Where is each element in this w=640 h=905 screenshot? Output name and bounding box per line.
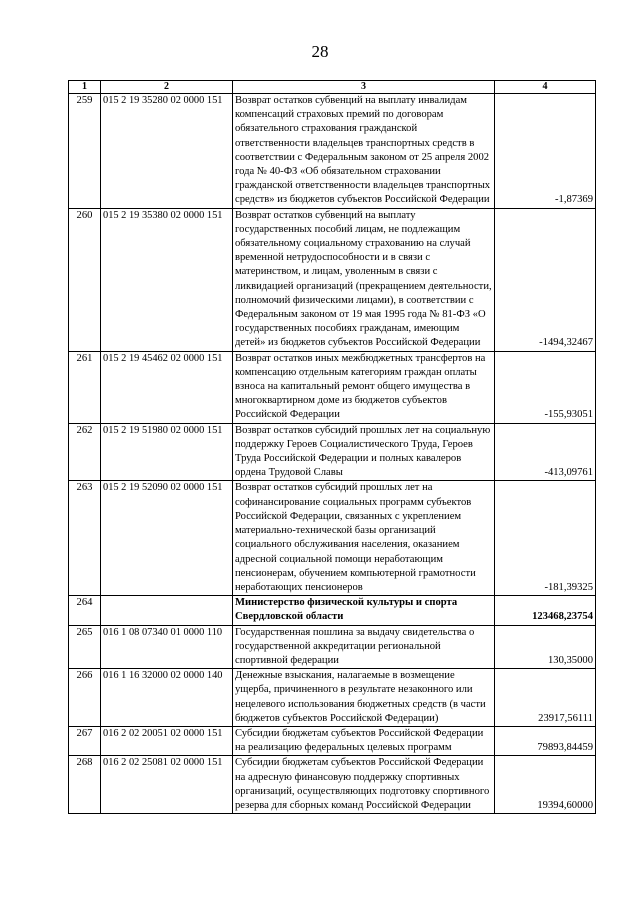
row-number-cell: 261 — [69, 351, 101, 423]
amount-cell: -1494,32467 — [495, 208, 596, 351]
table-row — [69, 625, 596, 669]
description-cell: Денежные взыскания, налагаемые в возмещение ущерба, причиненного в результате незаконного или нецелевого использования бюджетных средств (в части бюджетов субъектов Российской Федерации) — [233, 669, 495, 727]
column-header-1: 1 — [69, 81, 101, 94]
amount-cell: 130,35000 — [495, 625, 596, 669]
row-number-cell: 264 — [69, 596, 101, 625]
amount-cell: -155,93051 — [495, 351, 596, 423]
budget-code-cell: 015 2 19 35280 02 0000 151 — [101, 94, 233, 209]
table-row — [69, 596, 596, 625]
table-row — [69, 726, 596, 755]
amount-cell: 123468,23754 — [495, 596, 596, 625]
column-header-2: 2 — [101, 81, 233, 94]
table-row — [69, 351, 596, 423]
amount-cell: 79893,84459 — [495, 726, 596, 755]
table-header-row — [69, 81, 596, 94]
table-row — [69, 756, 596, 814]
budget-code-cell: 015 2 19 51980 02 0000 151 — [101, 423, 233, 481]
budget-code-cell: 016 1 08 07340 01 0000 110 — [101, 625, 233, 669]
amount-cell: 19394,60000 — [495, 756, 596, 814]
description-cell: Возврат остатков субсидий прошлых лет на софинансирование социальных программ субъектов Российской Федерации, связанных с укреплением материально-технической базы организаций социального обслуживания населения, оказанием адресной социальной помощи неработающим пенсионерам, обучением компьютерной грамотности неработающих пенсионеров — [233, 481, 495, 596]
table-row — [69, 669, 596, 727]
row-number-cell: 263 — [69, 481, 101, 596]
description-cell: Субсидии бюджетам субъектов Российской Федерации на адресную финансовую поддержку спортивных организаций, осуществляющих подготовку спортивного резерва для сборных команд Российской Федерации — [233, 756, 495, 814]
budget-code-cell: 016 2 02 20051 02 0000 151 — [101, 726, 233, 755]
row-number-cell: 266 — [69, 669, 101, 727]
budget-code-cell: 016 1 16 32000 02 0000 140 — [101, 669, 233, 727]
description-cell: Возврат остатков иных межбюджетных трансфертов на компенсацию отдельным категориям граждан оплаты взноса на капитальный ремонт общего имущества в многоквартирном доме из бюджетов субъектов Российской Федерации — [233, 351, 495, 423]
budget-code-cell — [101, 596, 233, 625]
budget-code-cell: 016 2 02 25081 02 0000 151 — [101, 756, 233, 814]
row-number-cell: 262 — [69, 423, 101, 481]
page-number: 28 — [311, 42, 329, 61]
description-cell: Министерство физической культуры и спорта Свердловской области — [233, 596, 495, 625]
description-cell: Субсидии бюджетам субъектов Российской Федерации на реализацию федеральных целевых программ — [233, 726, 495, 755]
revenue-table — [68, 80, 596, 814]
amount-cell: -413,09761 — [495, 423, 596, 481]
row-number-cell: 260 — [69, 208, 101, 351]
table-row — [69, 94, 596, 209]
budget-code-cell: 015 2 19 35380 02 0000 151 — [101, 208, 233, 351]
column-header-4: 4 — [495, 81, 596, 94]
budget-code-cell: 015 2 19 52090 02 0000 151 — [101, 481, 233, 596]
table-row — [69, 423, 596, 481]
amount-cell: -1,87369 — [495, 94, 596, 209]
row-number-cell: 267 — [69, 726, 101, 755]
budget-code-cell: 015 2 19 45462 02 0000 151 — [101, 351, 233, 423]
description-cell: Возврат остатков субвенций на выплату инвалидам компенсаций страховых премий по договорам обязательного страхования гражданской ответственности владельцев транспортных средств в соответствии с Федеральным законом от 25 апреля 2002 года № 40-ФЗ «Об обязательном страховании гражданской ответственности владельцев транспортных средств» из бюджетов субъектов Российской Федерации — [233, 94, 495, 209]
row-number-cell: 259 — [69, 94, 101, 209]
description-cell: Государственная пошлина за выдачу свидетельства о государственной аккредитации региональной спортивной федерации — [233, 625, 495, 669]
row-number-cell: 265 — [69, 625, 101, 669]
column-header-3: 3 — [233, 81, 495, 94]
description-cell: Возврат остатков субвенций на выплату государственных пособий лицам, не подлежащим обязательному социальному страхованию на случай временной нетрудоспособности и в связи с материнством, и лицам, уволенным в связи с ликвидацией организаций (прекращением деятельности, полномочий физическими лицами), в соответствии с Федеральным законом от 19 мая 1995 года № 81-ФЗ «О государственных пособиях гражданам, имеющим детей» из бюджетов субъектов Российской Федерации — [233, 208, 495, 351]
amount-cell: 23917,56111 — [495, 669, 596, 727]
row-number-cell: 268 — [69, 756, 101, 814]
description-cell: Возврат остатков субсидий прошлых лет на социальную поддержку Героев Социалистического Труда, Героев Труда Российской Федерации и полных кавалеров ордена Трудовой Славы — [233, 423, 495, 481]
table-body — [69, 94, 596, 814]
table-row — [69, 481, 596, 596]
table-row — [69, 208, 596, 351]
amount-cell: -181,39325 — [495, 481, 596, 596]
